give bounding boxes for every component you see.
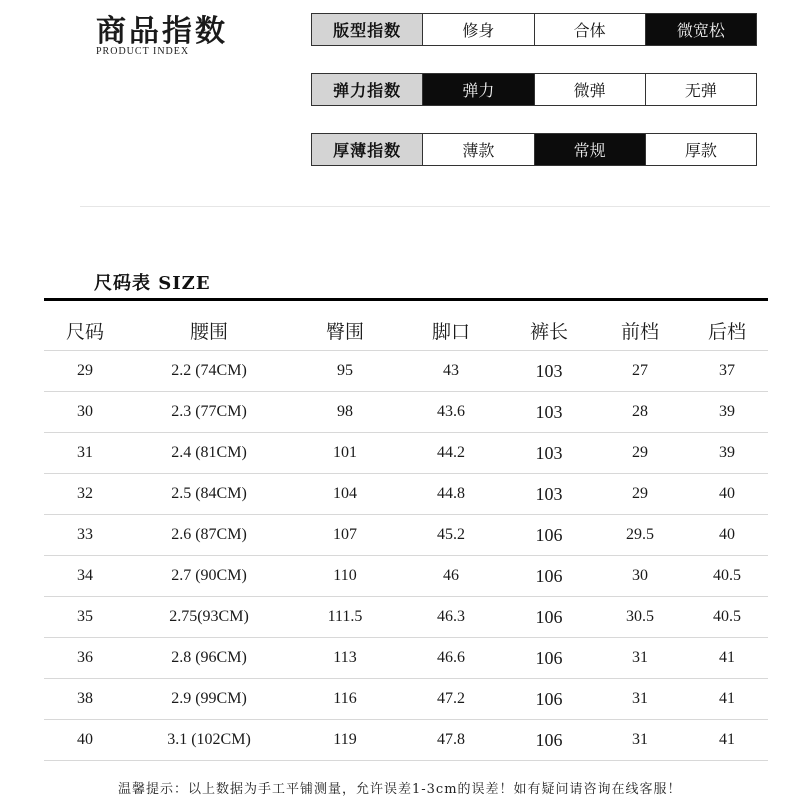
- thickness-index-option: 薄款: [422, 134, 533, 165]
- size-table-header: [44, 310, 768, 351]
- cell-length: 106: [504, 679, 594, 720]
- table-row: [44, 515, 768, 556]
- cell-size: 34: [44, 556, 126, 597]
- cell-waist: 2.6 (87CM): [126, 515, 292, 556]
- table-row: [44, 556, 768, 597]
- size-table: [44, 310, 768, 761]
- cell-size: 31: [44, 433, 126, 474]
- cell-back-rise: 39: [686, 433, 768, 474]
- cell-size: 36: [44, 638, 126, 679]
- stretch-index-row: [311, 73, 757, 106]
- cell-leg-opening: 44.2: [398, 433, 504, 474]
- thickness-index-option: 常规: [534, 134, 645, 165]
- cell-front-rise: 28: [594, 392, 686, 433]
- cell-waist: 2.4 (81CM): [126, 433, 292, 474]
- cell-back-rise: 40: [686, 474, 768, 515]
- cell-waist: 3.1 (102CM): [126, 720, 292, 761]
- cell-length: 106: [504, 515, 594, 556]
- cell-back-rise: 41: [686, 638, 768, 679]
- cell-front-rise: 29.5: [594, 515, 686, 556]
- fit-index-label: 版型指数: [312, 14, 422, 45]
- column-header-waist: 腰围: [126, 310, 292, 351]
- stretch-index-option: 弹力: [422, 74, 533, 105]
- cell-waist: 2.75(93CM): [126, 597, 292, 638]
- cell-size: 33: [44, 515, 126, 556]
- table-row: [44, 638, 768, 679]
- cell-front-rise: 27: [594, 351, 686, 392]
- size-table-body: [44, 351, 768, 761]
- fit-index-row: [311, 13, 757, 46]
- table-row: [44, 474, 768, 515]
- cell-leg-opening: 45.2: [398, 515, 504, 556]
- table-row: [44, 433, 768, 474]
- cell-leg-opening: 46.6: [398, 638, 504, 679]
- cell-length: 103: [504, 474, 594, 515]
- cell-front-rise: 29: [594, 433, 686, 474]
- cell-waist: 2.9 (99CM): [126, 679, 292, 720]
- cell-front-rise: 31: [594, 720, 686, 761]
- cell-hip: 113: [292, 638, 398, 679]
- cell-waist: 2.2 (74CM): [126, 351, 292, 392]
- column-header-leg-opening: 脚口: [398, 310, 504, 351]
- cell-size: 32: [44, 474, 126, 515]
- cell-waist: 2.7 (90CM): [126, 556, 292, 597]
- column-header-hip: 臀围: [292, 310, 398, 351]
- cell-leg-opening: 44.8: [398, 474, 504, 515]
- size-chart-rule: [44, 298, 768, 301]
- cell-length: 106: [504, 638, 594, 679]
- product-index-subtitle: PRODUCT INDEX: [96, 46, 190, 57]
- cell-length: 103: [504, 351, 594, 392]
- cell-hip: 98: [292, 392, 398, 433]
- cell-front-rise: 30: [594, 556, 686, 597]
- cell-leg-opening: 47.8: [398, 720, 504, 761]
- table-row: [44, 351, 768, 392]
- cell-length: 106: [504, 597, 594, 638]
- size-chart-title: 尺码表 SIZE: [94, 273, 211, 294]
- cell-leg-opening: 43.6: [398, 392, 504, 433]
- cell-leg-opening: 46: [398, 556, 504, 597]
- section-divider: [80, 206, 770, 207]
- fit-index-option: 合体: [534, 14, 645, 45]
- cell-hip: 107: [292, 515, 398, 556]
- cell-length: 103: [504, 433, 594, 474]
- thickness-index-row: [311, 133, 757, 166]
- cell-length: 106: [504, 556, 594, 597]
- table-row: [44, 720, 768, 761]
- thickness-index-label: 厚薄指数: [312, 134, 422, 165]
- cell-leg-opening: 43: [398, 351, 504, 392]
- cell-back-rise: 41: [686, 679, 768, 720]
- product-index-title: 商品指数: [96, 14, 228, 49]
- cell-hip: 104: [292, 474, 398, 515]
- cell-leg-opening: 47.2: [398, 679, 504, 720]
- cell-back-rise: 40.5: [686, 597, 768, 638]
- column-header-size: 尺码: [44, 310, 126, 351]
- fit-index-option: 微宽松: [645, 14, 756, 45]
- cell-waist: 2.5 (84CM): [126, 474, 292, 515]
- cell-hip: 95: [292, 351, 398, 392]
- cell-front-rise: 31: [594, 679, 686, 720]
- cell-hip: 111.5: [292, 597, 398, 638]
- cell-back-rise: 40.5: [686, 556, 768, 597]
- cell-size: 35: [44, 597, 126, 638]
- cell-back-rise: 40: [686, 515, 768, 556]
- table-row: [44, 597, 768, 638]
- cell-length: 103: [504, 392, 594, 433]
- cell-front-rise: 31: [594, 638, 686, 679]
- measurement-note: 温馨提示：以上数据为手工平铺测量，允许误差1-3cm的误差！如有疑问请咨询在线客服！: [118, 782, 682, 797]
- cell-size: 40: [44, 720, 126, 761]
- cell-size: 29: [44, 351, 126, 392]
- cell-hip: 110: [292, 556, 398, 597]
- stretch-index-label: 弹力指数: [312, 74, 422, 105]
- cell-size: 38: [44, 679, 126, 720]
- cell-back-rise: 41: [686, 720, 768, 761]
- cell-front-rise: 29: [594, 474, 686, 515]
- cell-hip: 119: [292, 720, 398, 761]
- cell-hip: 101: [292, 433, 398, 474]
- cell-length: 106: [504, 720, 594, 761]
- stretch-index-option: 微弹: [534, 74, 645, 105]
- cell-hip: 116: [292, 679, 398, 720]
- table-row: [44, 679, 768, 720]
- cell-waist: 2.3 (77CM): [126, 392, 292, 433]
- column-header-back-rise: 后档: [686, 310, 768, 351]
- cell-waist: 2.8 (96CM): [126, 638, 292, 679]
- cell-front-rise: 30.5: [594, 597, 686, 638]
- thickness-index-option: 厚款: [645, 134, 756, 165]
- cell-size: 30: [44, 392, 126, 433]
- column-header-length: 裤长: [504, 310, 594, 351]
- cell-back-rise: 37: [686, 351, 768, 392]
- stretch-index-option: 无弹: [645, 74, 756, 105]
- table-row: [44, 392, 768, 433]
- column-header-front-rise: 前档: [594, 310, 686, 351]
- cell-back-rise: 39: [686, 392, 768, 433]
- cell-leg-opening: 46.3: [398, 597, 504, 638]
- fit-index-option: 修身: [422, 14, 533, 45]
